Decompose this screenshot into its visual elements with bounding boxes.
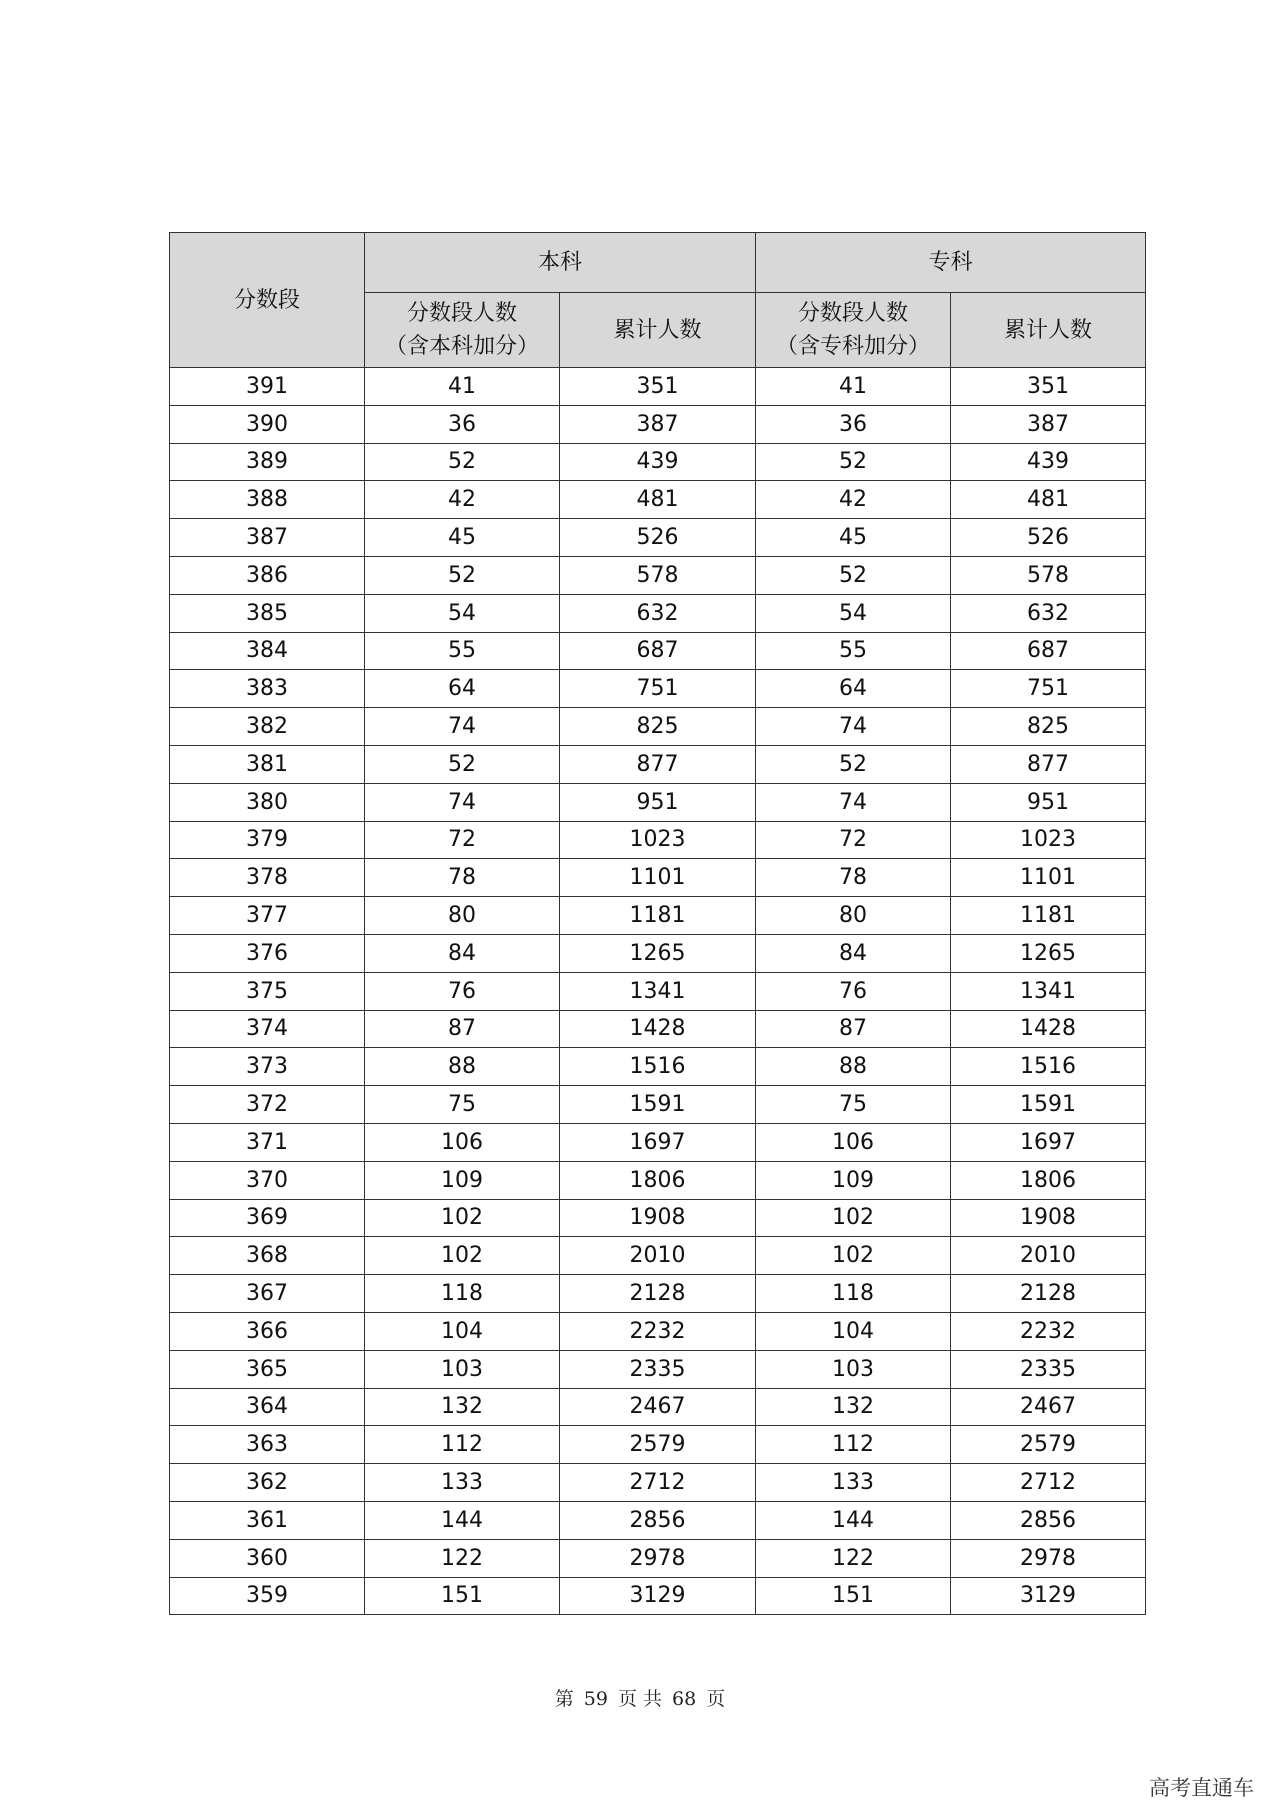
undergrad-segment-count-header xyxy=(365,293,560,368)
score-cell: 362 xyxy=(170,1464,365,1502)
table-row xyxy=(170,481,1146,519)
undergrad-count-cell: 55 xyxy=(365,632,560,670)
table-row xyxy=(170,1350,1146,1388)
undergrad-count-cell: 144 xyxy=(365,1501,560,1539)
vocational-cumulative-cell: 1265 xyxy=(951,934,1146,972)
score-cell: 364 xyxy=(170,1388,365,1426)
vocational-count-cell: 106 xyxy=(756,1123,951,1161)
vocational-count-cell: 133 xyxy=(756,1464,951,1502)
vocational-segment-count-header xyxy=(756,293,951,368)
undergrad-cumulative-cell: 687 xyxy=(560,632,756,670)
vocational-cumulative-cell: 951 xyxy=(951,783,1146,821)
undergrad-cumulative-cell: 578 xyxy=(560,556,756,594)
undergrad-count-cell: 106 xyxy=(365,1123,560,1161)
table-row xyxy=(170,1577,1146,1615)
vocational-cumulative-cell: 1908 xyxy=(951,1199,1146,1237)
vocational-cumulative-cell: 526 xyxy=(951,519,1146,557)
undergrad-count-cell: 80 xyxy=(365,897,560,935)
vocational-cumulative-cell: 1023 xyxy=(951,821,1146,859)
undergrad-cumulative-cell: 1181 xyxy=(560,897,756,935)
table-row xyxy=(170,708,1146,746)
table-row xyxy=(170,670,1146,708)
score-cell: 377 xyxy=(170,897,365,935)
table-row xyxy=(170,1237,1146,1275)
vocational-cumulative-cell: 2335 xyxy=(951,1350,1146,1388)
table-row xyxy=(170,1010,1146,1048)
score-cell: 390 xyxy=(170,405,365,443)
table-row xyxy=(170,1464,1146,1502)
vocational-count-cell: 144 xyxy=(756,1501,951,1539)
table-row xyxy=(170,859,1146,897)
table-row xyxy=(170,972,1146,1010)
undergrad-count-cell: 112 xyxy=(365,1426,560,1464)
vocational-count-cell: 122 xyxy=(756,1539,951,1577)
undergrad-count-cell: 132 xyxy=(365,1388,560,1426)
undergrad-count-cell: 54 xyxy=(365,594,560,632)
vocational-cumulative-cell: 632 xyxy=(951,594,1146,632)
undergrad-cumulative-cell: 1806 xyxy=(560,1161,756,1199)
watermark-text: 高考直通车 xyxy=(1149,1776,1254,1800)
undergrad-count-cell: 74 xyxy=(365,783,560,821)
header-line: 累计人数 xyxy=(1004,317,1093,343)
undergrad-count-cell: 109 xyxy=(365,1161,560,1199)
vocational-count-cell: 76 xyxy=(756,972,951,1010)
vocational-count-cell: 74 xyxy=(756,708,951,746)
vocational-cumulative-header xyxy=(951,293,1146,368)
undergrad-count-cell: 76 xyxy=(365,972,560,1010)
vocational-count-cell: 109 xyxy=(756,1161,951,1199)
vocational-count-cell: 104 xyxy=(756,1312,951,1350)
table-header xyxy=(170,233,1146,368)
table-row xyxy=(170,1086,1146,1124)
table-row xyxy=(170,556,1146,594)
vocational-header: 专科 xyxy=(756,233,1146,293)
undergrad-cumulative-cell: 1697 xyxy=(560,1123,756,1161)
vocational-count-cell: 151 xyxy=(756,1577,951,1615)
undergrad-cumulative-cell: 632 xyxy=(560,594,756,632)
vocational-count-cell: 74 xyxy=(756,783,951,821)
undergrad-count-cell: 87 xyxy=(365,1010,560,1048)
vocational-cumulative-cell: 3129 xyxy=(951,1577,1146,1615)
vocational-cumulative-cell: 2712 xyxy=(951,1464,1146,1502)
undergrad-cumulative-cell: 1101 xyxy=(560,859,756,897)
undergrad-count-cell: 64 xyxy=(365,670,560,708)
vocational-count-cell: 102 xyxy=(756,1237,951,1275)
score-cell: 380 xyxy=(170,783,365,821)
total-pages: 68 xyxy=(672,1688,697,1710)
table-row xyxy=(170,594,1146,632)
score-distribution-table xyxy=(169,232,1146,1615)
vocational-count-cell: 36 xyxy=(756,405,951,443)
table-row xyxy=(170,368,1146,406)
vocational-cumulative-cell: 2232 xyxy=(951,1312,1146,1350)
vocational-cumulative-cell: 2010 xyxy=(951,1237,1146,1275)
score-cell: 379 xyxy=(170,821,365,859)
undergrad-count-cell: 78 xyxy=(365,859,560,897)
undergrad-cumulative-cell: 351 xyxy=(560,368,756,406)
score-cell: 370 xyxy=(170,1161,365,1199)
undergrad-count-cell: 88 xyxy=(365,1048,560,1086)
score-cell: 382 xyxy=(170,708,365,746)
undergrad-cumulative-cell: 481 xyxy=(560,481,756,519)
score-cell: 383 xyxy=(170,670,365,708)
score-cell: 375 xyxy=(170,972,365,1010)
undergrad-cumulative-cell: 1428 xyxy=(560,1010,756,1048)
undergrad-count-cell: 133 xyxy=(365,1464,560,1502)
vocational-count-cell: 118 xyxy=(756,1275,951,1313)
table-body xyxy=(170,368,1146,1615)
vocational-count-cell: 88 xyxy=(756,1048,951,1086)
vocational-count-cell: 78 xyxy=(756,859,951,897)
vocational-cumulative-cell: 2856 xyxy=(951,1501,1146,1539)
score-cell: 367 xyxy=(170,1275,365,1313)
score-cell: 384 xyxy=(170,632,365,670)
undergrad-cumulative-header xyxy=(560,293,756,368)
undergrad-count-cell: 52 xyxy=(365,556,560,594)
score-cell: 376 xyxy=(170,934,365,972)
vocational-cumulative-cell: 1341 xyxy=(951,972,1146,1010)
table-row xyxy=(170,897,1146,935)
undergrad-cumulative-cell: 825 xyxy=(560,708,756,746)
undergrad-count-cell: 52 xyxy=(365,745,560,783)
score-cell: 386 xyxy=(170,556,365,594)
undergrad-count-cell: 102 xyxy=(365,1237,560,1275)
undergrad-cumulative-cell: 2467 xyxy=(560,1388,756,1426)
undergrad-cumulative-cell: 1516 xyxy=(560,1048,756,1086)
table-row xyxy=(170,1275,1146,1313)
undergrad-cumulative-cell: 2856 xyxy=(560,1501,756,1539)
vocational-count-cell: 72 xyxy=(756,821,951,859)
score-cell: 365 xyxy=(170,1350,365,1388)
table-row xyxy=(170,405,1146,443)
undergrad-count-cell: 52 xyxy=(365,443,560,481)
vocational-cumulative-cell: 2467 xyxy=(951,1388,1146,1426)
undergrad-cumulative-cell: 2712 xyxy=(560,1464,756,1502)
score-header: 分数段 xyxy=(170,233,365,368)
undergrad-cumulative-cell: 1908 xyxy=(560,1199,756,1237)
score-cell: 363 xyxy=(170,1426,365,1464)
table-row xyxy=(170,745,1146,783)
undergrad-cumulative-cell: 2010 xyxy=(560,1237,756,1275)
vocational-count-cell: 75 xyxy=(756,1086,951,1124)
table-row xyxy=(170,934,1146,972)
score-cell: 387 xyxy=(170,519,365,557)
score-cell: 371 xyxy=(170,1123,365,1161)
vocational-count-cell: 64 xyxy=(756,670,951,708)
vocational-cumulative-cell: 2128 xyxy=(951,1275,1146,1313)
score-cell: 388 xyxy=(170,481,365,519)
vocational-count-cell: 42 xyxy=(756,481,951,519)
vocational-cumulative-cell: 877 xyxy=(951,745,1146,783)
header-line: 分数段人数 xyxy=(406,301,517,326)
undergrad-cumulative-cell: 751 xyxy=(560,670,756,708)
table-row xyxy=(170,1426,1146,1464)
vocational-cumulative-cell: 1697 xyxy=(951,1123,1146,1161)
vocational-cumulative-cell: 1428 xyxy=(951,1010,1146,1048)
vocational-count-cell: 41 xyxy=(756,368,951,406)
score-cell: 391 xyxy=(170,368,365,406)
vocational-cumulative-cell: 2579 xyxy=(951,1426,1146,1464)
vocational-count-cell: 132 xyxy=(756,1388,951,1426)
vocational-cumulative-cell: 825 xyxy=(951,708,1146,746)
vocational-count-cell: 84 xyxy=(756,934,951,972)
vocational-count-cell: 52 xyxy=(756,556,951,594)
score-cell: 381 xyxy=(170,745,365,783)
vocational-count-cell: 55 xyxy=(756,632,951,670)
vocational-cumulative-cell: 578 xyxy=(951,556,1146,594)
undergrad-cumulative-cell: 2232 xyxy=(560,1312,756,1350)
table-row xyxy=(170,443,1146,481)
undergrad-count-cell: 104 xyxy=(365,1312,560,1350)
undergrad-cumulative-cell: 1591 xyxy=(560,1086,756,1124)
table-row xyxy=(170,519,1146,557)
vocational-count-cell: 102 xyxy=(756,1199,951,1237)
table-row xyxy=(170,1161,1146,1199)
undergrad-count-cell: 45 xyxy=(365,519,560,557)
footer-suffix: 页 xyxy=(706,1688,726,1710)
score-cell: 359 xyxy=(170,1577,365,1615)
vocational-cumulative-cell: 387 xyxy=(951,405,1146,443)
vocational-count-cell: 87 xyxy=(756,1010,951,1048)
undergrad-count-cell: 122 xyxy=(365,1539,560,1577)
undergrad-cumulative-cell: 2579 xyxy=(560,1426,756,1464)
vocational-count-cell: 54 xyxy=(756,594,951,632)
page-footer xyxy=(0,1684,1280,1711)
table-row xyxy=(170,1501,1146,1539)
undergrad-count-cell: 42 xyxy=(365,481,560,519)
undergrad-count-cell: 102 xyxy=(365,1199,560,1237)
vocational-cumulative-cell: 687 xyxy=(951,632,1146,670)
undergrad-count-cell: 41 xyxy=(365,368,560,406)
score-cell: 369 xyxy=(170,1199,365,1237)
table-row xyxy=(170,1199,1146,1237)
score-cell: 389 xyxy=(170,443,365,481)
vocational-count-cell: 112 xyxy=(756,1426,951,1464)
undergrad-cumulative-cell: 1265 xyxy=(560,934,756,972)
footer-middle: 页 共 xyxy=(617,1688,663,1710)
vocational-count-cell: 103 xyxy=(756,1350,951,1388)
vocational-cumulative-cell: 439 xyxy=(951,443,1146,481)
undergraduate-header: 本科 xyxy=(365,233,756,293)
vocational-cumulative-cell: 751 xyxy=(951,670,1146,708)
undergrad-cumulative-cell: 2335 xyxy=(560,1350,756,1388)
undergrad-count-cell: 74 xyxy=(365,708,560,746)
vocational-cumulative-cell: 1101 xyxy=(951,859,1146,897)
header-line: （含本科加分） xyxy=(384,334,539,359)
score-cell: 361 xyxy=(170,1501,365,1539)
header-line: 累计人数 xyxy=(613,317,702,343)
undergrad-cumulative-cell: 951 xyxy=(560,783,756,821)
header-line: （含专科加分） xyxy=(776,334,931,359)
table-row xyxy=(170,1123,1146,1161)
undergrad-cumulative-cell: 387 xyxy=(560,405,756,443)
undergrad-count-cell: 103 xyxy=(365,1350,560,1388)
undergrad-count-cell: 151 xyxy=(365,1577,560,1615)
vocational-cumulative-cell: 351 xyxy=(951,368,1146,406)
vocational-count-cell: 80 xyxy=(756,897,951,935)
score-cell: 360 xyxy=(170,1539,365,1577)
vocational-count-cell: 52 xyxy=(756,745,951,783)
score-cell: 378 xyxy=(170,859,365,897)
table-row xyxy=(170,783,1146,821)
vocational-count-cell: 45 xyxy=(756,519,951,557)
vocational-count-cell: 52 xyxy=(756,443,951,481)
undergrad-count-cell: 72 xyxy=(365,821,560,859)
undergrad-count-cell: 36 xyxy=(365,405,560,443)
undergrad-cumulative-cell: 1023 xyxy=(560,821,756,859)
footer-prefix: 第 xyxy=(554,1688,574,1710)
table-row xyxy=(170,1539,1146,1577)
vocational-cumulative-cell: 1806 xyxy=(951,1161,1146,1199)
undergrad-cumulative-cell: 3129 xyxy=(560,1577,756,1615)
undergrad-count-cell: 75 xyxy=(365,1086,560,1124)
vocational-cumulative-cell: 1181 xyxy=(951,897,1146,935)
undergrad-cumulative-cell: 1341 xyxy=(560,972,756,1010)
score-cell: 372 xyxy=(170,1086,365,1124)
undergrad-count-cell: 118 xyxy=(365,1275,560,1313)
score-cell: 368 xyxy=(170,1237,365,1275)
table-row xyxy=(170,632,1146,670)
score-cell: 374 xyxy=(170,1010,365,1048)
score-cell: 385 xyxy=(170,594,365,632)
table-row xyxy=(170,1312,1146,1350)
table-row xyxy=(170,1048,1146,1086)
undergrad-cumulative-cell: 877 xyxy=(560,745,756,783)
vocational-cumulative-cell: 2978 xyxy=(951,1539,1146,1577)
undergrad-cumulative-cell: 439 xyxy=(560,443,756,481)
vocational-cumulative-cell: 481 xyxy=(951,481,1146,519)
undergrad-cumulative-cell: 526 xyxy=(560,519,756,557)
table-row xyxy=(170,821,1146,859)
vocational-cumulative-cell: 1516 xyxy=(951,1048,1146,1086)
undergrad-cumulative-cell: 2128 xyxy=(560,1275,756,1313)
score-cell: 366 xyxy=(170,1312,365,1350)
table-row xyxy=(170,1388,1146,1426)
vocational-cumulative-cell: 1591 xyxy=(951,1086,1146,1124)
undergrad-count-cell: 84 xyxy=(365,934,560,972)
score-cell: 373 xyxy=(170,1048,365,1086)
page-number: 59 xyxy=(583,1688,608,1710)
header-line: 分数段人数 xyxy=(798,301,909,326)
undergrad-cumulative-cell: 2978 xyxy=(560,1539,756,1577)
